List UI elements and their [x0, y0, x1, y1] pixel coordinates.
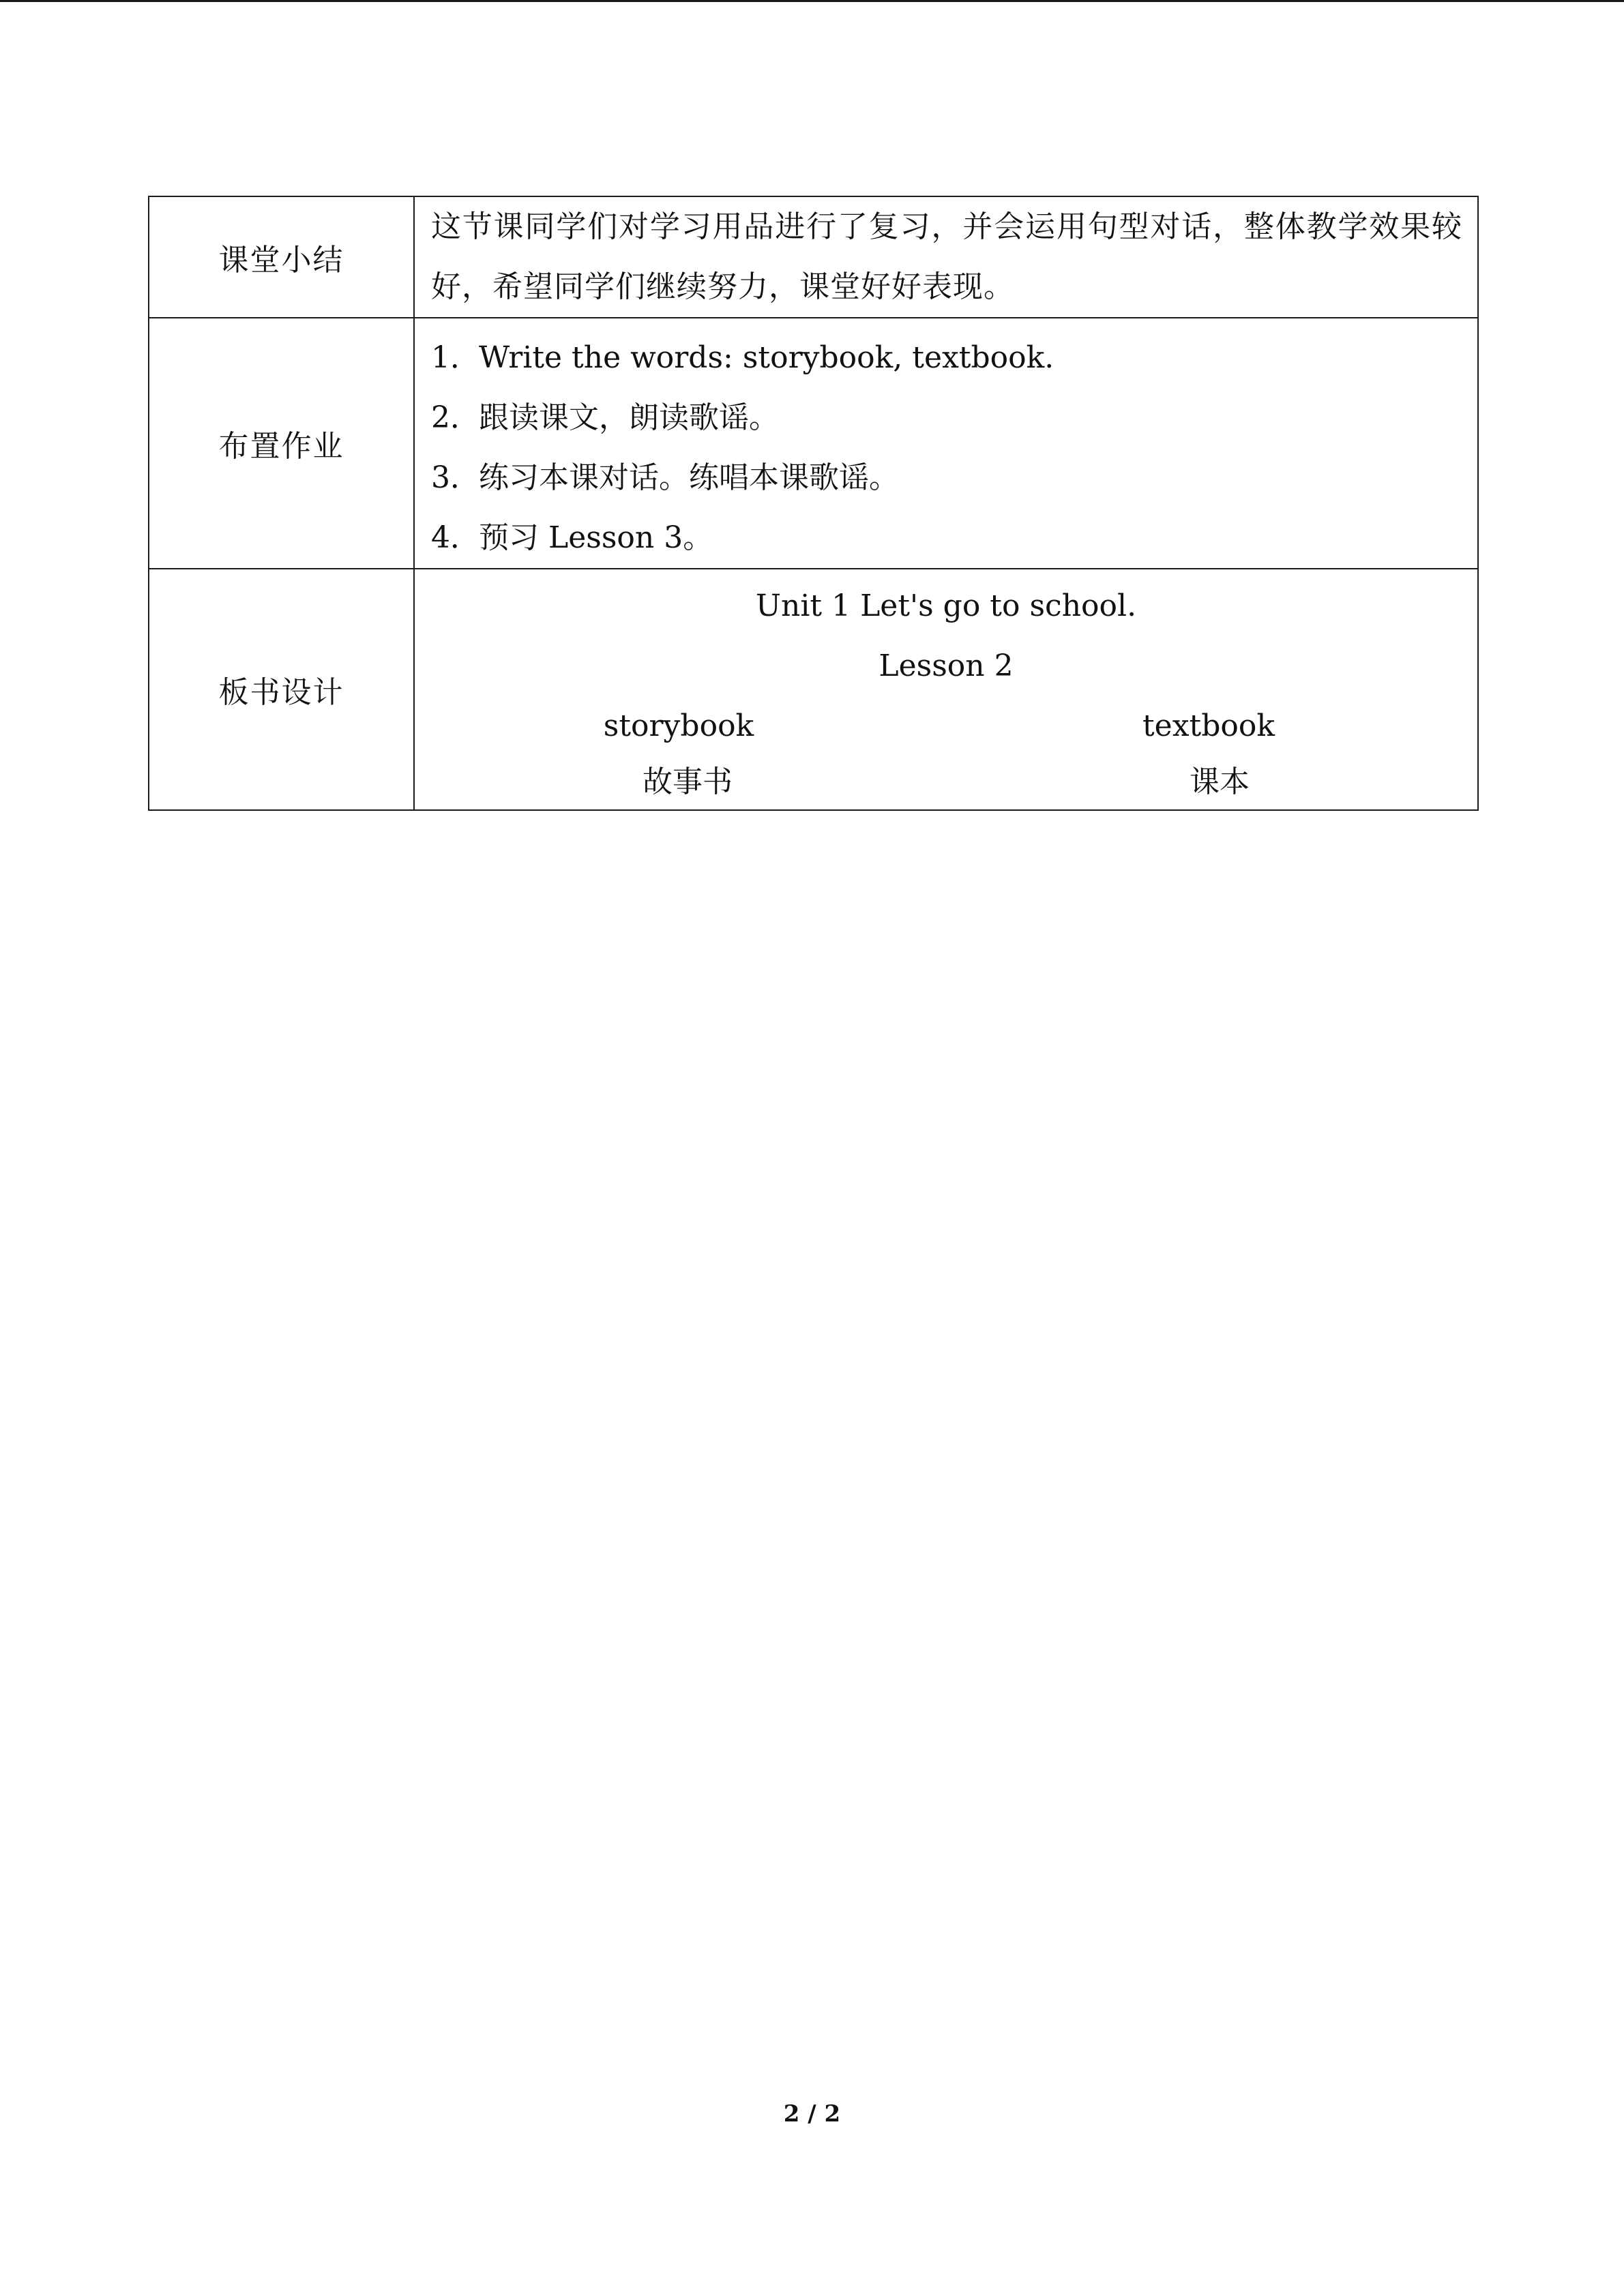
row-label-board-design: 板书设计 [149, 569, 414, 810]
homework-item [431, 448, 1461, 508]
homework-item [431, 328, 1461, 388]
summary-cell [414, 196, 1478, 318]
summary-text: 这节课同学们对学习用品进行了复习，并会运用句型对话，整体教学效果较好，希望同学们继续努力，课堂好好表现。 [431, 209, 1462, 304]
board-lesson-title: Lesson 2 [879, 648, 1014, 683]
board-word-chinese: 课本 [1190, 764, 1250, 799]
homework-item-number: 1． [431, 340, 480, 375]
table-row-board-design [149, 569, 1478, 810]
homework-item-text: 跟读课文，朗读歌谣。 [479, 400, 779, 435]
table-row-summary [149, 196, 1478, 318]
homework-item [431, 508, 1461, 568]
board-word-english: textbook [1142, 709, 1275, 743]
homework-item [431, 388, 1461, 448]
board-word-chinese: 故事书 [643, 764, 733, 799]
homework-item-text: Write the words: storybook, textbook. [479, 340, 1054, 375]
top-border-line [0, 0, 1624, 2]
homework-item-text: 预习 Lesson 3。 [479, 520, 713, 555]
homework-list [415, 318, 1477, 568]
homework-item-text: 练习本课对话。练唱本课歌谣。 [479, 460, 899, 495]
homework-item-number: 2． [431, 400, 480, 435]
homework-cell [414, 318, 1478, 569]
table-row-homework [149, 318, 1478, 569]
page-number: 2 / 2 [783, 2100, 841, 2128]
board-unit-title: Unit 1 Let's go to school. [755, 588, 1137, 623]
row-label-homework: 布置作业 [149, 318, 414, 569]
row-label-summary: 课堂小结 [149, 196, 414, 318]
board-design-cell [414, 569, 1478, 810]
board-word-english: storybook [603, 709, 754, 743]
lesson-plan-table [148, 196, 1479, 811]
homework-item-number: 3． [431, 460, 480, 495]
homework-item-number: 4． [431, 520, 480, 555]
